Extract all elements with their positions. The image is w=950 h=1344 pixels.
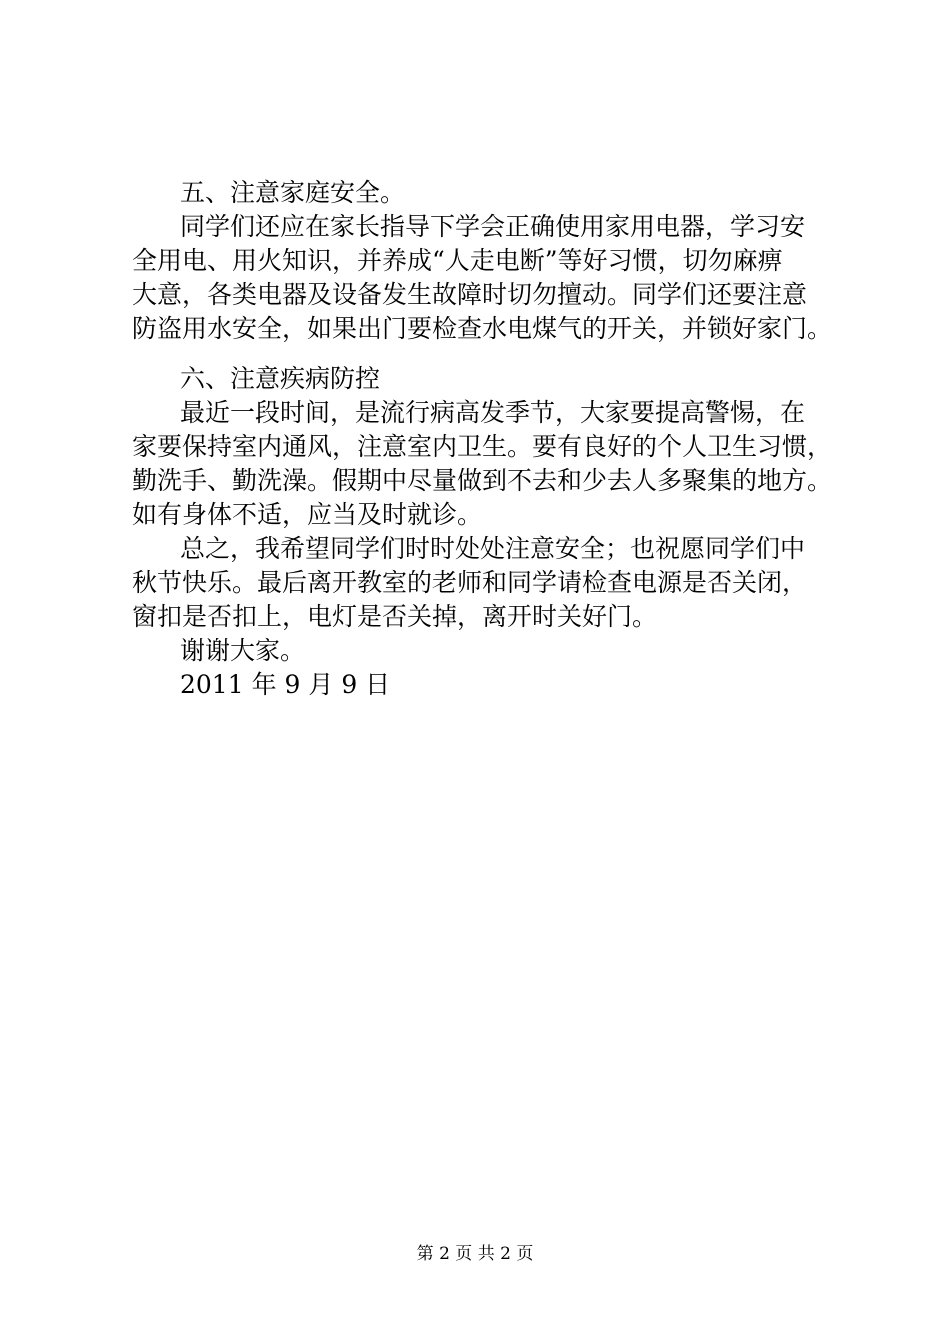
page-number-footer: 第 2 页 共 2 页: [416, 1244, 534, 1264]
section-6-line-4: 如有身体不适，应当及时就诊。: [132, 500, 483, 529]
thanks-line: 谢谢大家。: [180, 636, 306, 665]
closing-line-3: 窗扣是否扣上，电灯是否关掉，离开时关好门。: [132, 602, 658, 631]
section-5-heading: 五、注意家庭安全。: [180, 178, 406, 207]
closing-line-2: 秋节快乐。最后离开教室的老师和同学请检查电源是否关闭，: [132, 568, 808, 597]
date-line: 2011 年 9 月 9 日: [180, 670, 391, 699]
section-6-heading: 六、注意疾病防控: [180, 364, 381, 393]
section-6-line-3: 勤洗手、勤洗澡。假期中尽量做到不去和少去人多聚集的地方。: [132, 466, 833, 495]
section-5-line-3: 大意，各类电器及设备发生故障时切勿擅动。同学们还要注意: [132, 280, 808, 309]
section-5-line-1: 同学们还应在家长指导下学会正确使用家用电器，学习安: [180, 212, 806, 241]
section-6-line-1: 最近一段时间，是流行病高发季节，大家要提高警惕，在: [180, 398, 806, 427]
section-5-line-2: 全用电、用火知识，并养成“人走电断”等好习惯，切勿麻痹: [132, 246, 783, 275]
section-6-line-2: 家要保持室内通风，注意室内卫生。要有良好的个人卫生习惯，: [132, 432, 833, 461]
closing-line-1: 总之，我希望同学们时时处处注意安全；也祝愿同学们中: [180, 534, 806, 563]
section-5-line-4: 防盗用水安全，如果出门要检查水电煤气的开关，并锁好家门。: [132, 314, 833, 343]
